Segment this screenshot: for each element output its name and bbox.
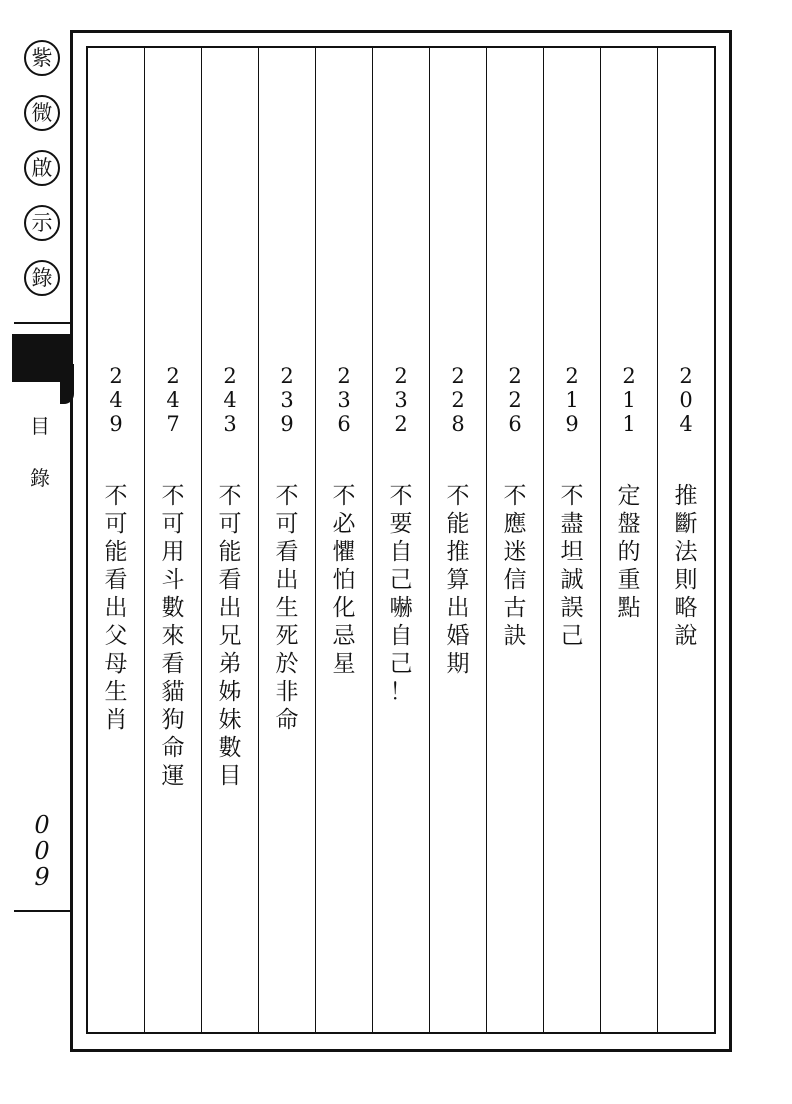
margin-rule-bottom: [14, 910, 70, 912]
toc-page-number: 2 3 9: [280, 364, 294, 436]
toc-entry-title: 推 斷 法 則 略 說: [674, 483, 698, 649]
toc-page-number: 2 4 9: [109, 364, 123, 436]
toc-page-number: 2 3 2: [394, 364, 408, 436]
toc-entry[interactable]: [88, 48, 145, 1032]
title-char: 示: [24, 205, 60, 241]
toc-page-number: 2 1 9: [565, 364, 579, 436]
toc-entry[interactable]: [259, 48, 316, 1032]
toc-entry-title: 不 應 迷 信 古 訣: [503, 483, 527, 649]
toc-entry[interactable]: [658, 48, 714, 1032]
toc-entry-title: 不 能 推 算 出 婚 期: [446, 483, 470, 677]
toc-entry[interactable]: [373, 48, 430, 1032]
toc-entry-title: 不 可 能 看 出 父 母 生 肖: [104, 483, 128, 733]
toc-entry[interactable]: [316, 48, 373, 1032]
toc-entry[interactable]: [202, 48, 259, 1032]
toc-entry[interactable]: [145, 48, 202, 1032]
margin-rule-top: [14, 322, 70, 324]
toc-entry-title: 不 可 用 斗 數 來 看 貓 狗 命 運: [161, 483, 185, 789]
toc-page-number: 2 1 1: [622, 364, 636, 436]
toc-entry-title: 不 可 看 出 生 死 於 非 命: [275, 483, 299, 733]
toc-page-number: 2 0 4: [679, 364, 693, 436]
section-label-2: 錄: [30, 466, 50, 490]
toc-entry[interactable]: [601, 48, 658, 1032]
toc-entry-title: 不 要 自 己 嚇 自 己 ！: [389, 483, 413, 705]
toc-entry-title: 不 必 懼 怕 化 忌 星: [332, 483, 356, 677]
toc-entry-title: 不 盡 坦 誠 誤 己: [560, 483, 584, 649]
title-char: 微: [24, 95, 60, 131]
section-tab: [12, 334, 72, 382]
book-title: [20, 40, 64, 315]
toc-entry[interactable]: [430, 48, 487, 1032]
title-char: 錄: [24, 260, 60, 296]
section-label-1: 目: [30, 414, 50, 438]
toc-page-number: 2 4 3: [223, 364, 237, 436]
toc-entry[interactable]: [487, 48, 544, 1032]
toc-page-number: 2 4 7: [166, 364, 180, 436]
toc-page-number: 2 2 8: [451, 364, 465, 436]
title-char: 啟: [24, 150, 60, 186]
page-folio: 0 0 9: [34, 811, 50, 891]
toc-page-number: 2 3 6: [337, 364, 351, 436]
title-char: 紫: [24, 40, 60, 76]
toc-entry[interactable]: [544, 48, 601, 1032]
toc-page-number: 2 2 6: [508, 364, 522, 436]
toc-entry-title: 不 可 能 看 出 兄 弟 姊 妹 數 目: [218, 483, 242, 789]
toc-entry-title: 定 盤 的 重 點: [617, 483, 641, 621]
toc-table: [86, 46, 716, 1034]
